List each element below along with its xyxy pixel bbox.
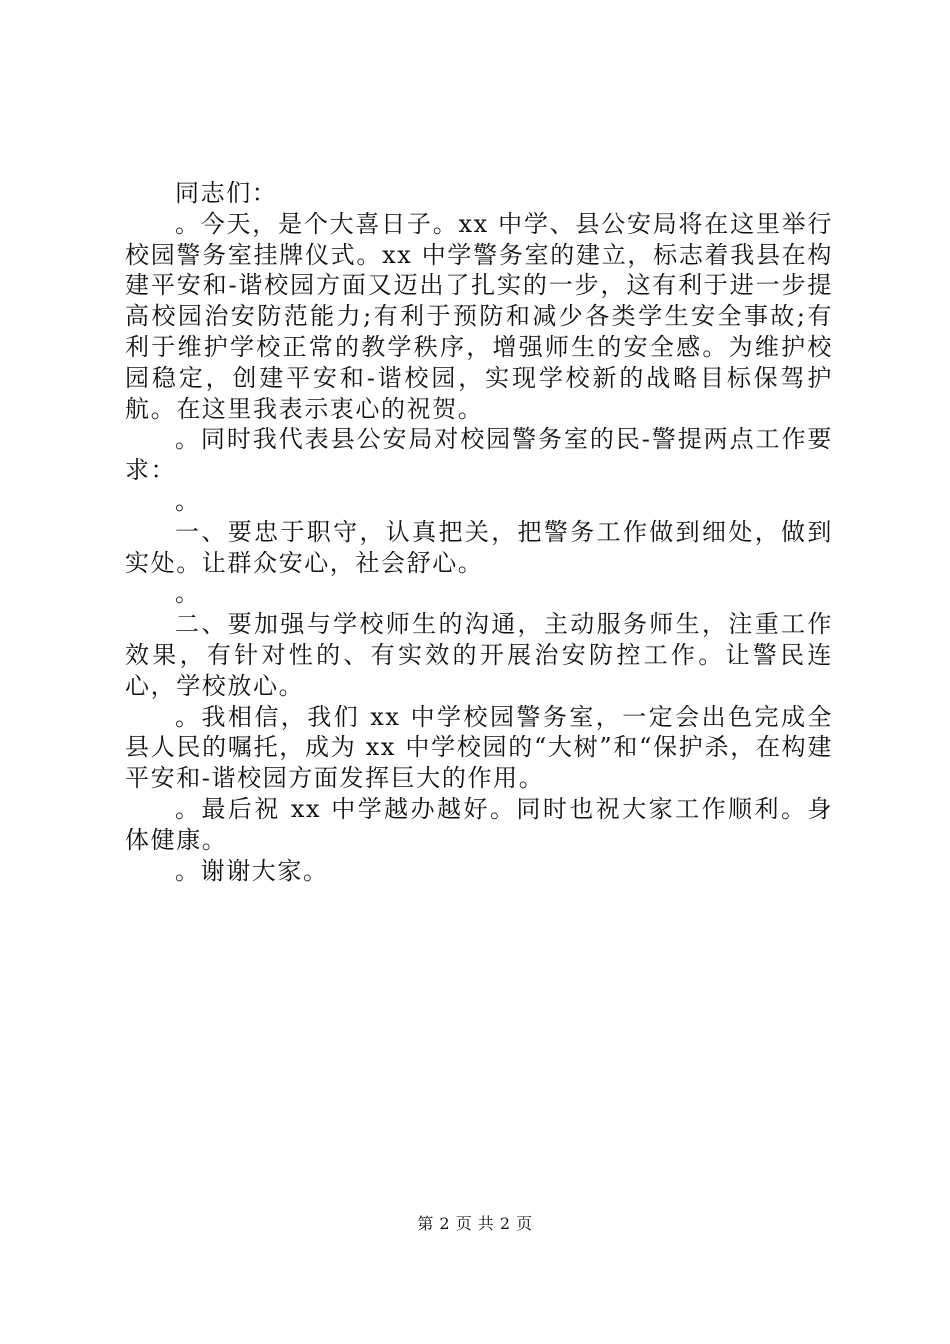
page-footer: 第 2 页 共 2 页 — [417, 1214, 533, 1233]
greeting-paragraph: 同志们： — [175, 179, 278, 207]
requirement-two-paragraph: 二、要加强与学校师生的沟通，主动服务师生，注重工作效果，有针对性的、有实效的开展治安防控工作。让警民连心，学校放心。 — [125, 610, 833, 700]
document-body — [125, 178, 833, 886]
separator-paragraph: 。 — [175, 486, 201, 515]
wishes-paragraph: 。最后祝 xx 中学越办越好。同时也祝大家工作顺利。身体健康。 — [125, 794, 833, 854]
opening-paragraph: 。今天，是个大喜日子。xx 中学、县公安局将在这里举行校园警务室挂牌仪式。xx 中学警务室的建立，标志着我县在构建平安和-谐校园方面又迈出了扎实的一步，这有利于进一步提高校园治安防范能力;有利于预防和减少各类学生安全事故;有利于维护学校正常的教学秩序，增强师生的安全感。为维护校园稳定，创建平安和-谐校园，实现学校新的战略目标保驾护航。在这里我表示衷心的祝贺。 — [125, 209, 833, 423]
thanks-paragraph: 。谢谢大家。 — [175, 856, 329, 885]
separator-paragraph: 。 — [175, 579, 201, 608]
requirement-one-paragraph: 一、要忠于职守，认真把关，把警务工作做到细处，做到实处。让群众安心，社会舒心。 — [125, 517, 833, 577]
belief-paragraph: 。我相信，我们 xx 中学校园警务室，一定会出色完成全县人民的嘱托，成为 xx 中学校园的“大树”和“保护杀，在构建平安和-谐校园方面发挥巨大的作用。 — [125, 702, 833, 793]
requirements-intro-paragraph: 。同时我代表县公安局对校园警务室的民-警提两点工作要求： — [125, 425, 833, 485]
